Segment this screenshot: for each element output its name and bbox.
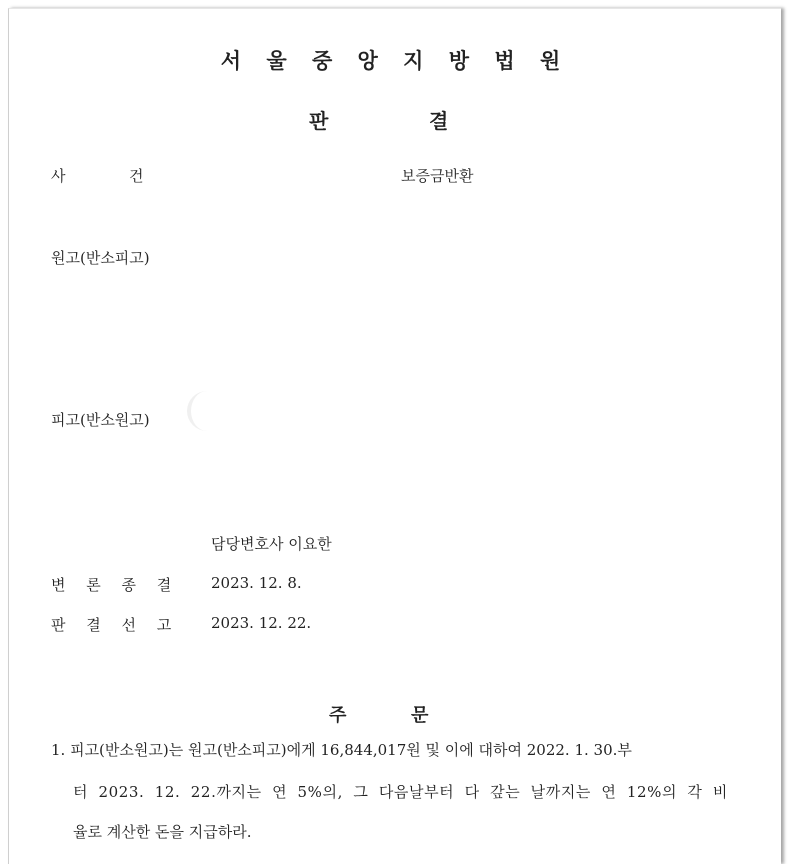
judgment-date-value: 2023. 12. 22. <box>211 614 312 632</box>
order-item-1-line-1: 1. 피고(반소원고)는 원고(반소피고)에게 16,844,017원 및 이에 대하여 2022. 1. 30.부 <box>51 741 632 759</box>
order-item-1-line-3: 율로 계산한 돈을 지급하라. <box>73 823 252 841</box>
doc-type-right: 결 <box>429 109 449 133</box>
doc-type-left: 판 <box>309 109 329 133</box>
defendant-label: 피고(반소원고) <box>51 411 150 429</box>
case-label-right: 건 <box>129 167 144 185</box>
faint-mark <box>187 391 217 431</box>
attorney-name: 담당변호사 이요한 <box>211 535 332 553</box>
case-value: 보증금반환 <box>401 167 474 185</box>
order-title-left: 주 <box>329 705 347 726</box>
court-name: 서 울 중 앙 지 방 법 원 <box>220 49 570 73</box>
hearing-end-value: 2023. 12. 8. <box>211 574 302 592</box>
case-label-left: 사 <box>51 167 66 185</box>
order-title-right: 문 <box>411 705 429 726</box>
plaintiff-label: 원고(반소피고) <box>51 249 150 267</box>
order-item-1-line-2: 터 2023. 12. 22.까지는 연 5%의, 그 다음날부터 다 갚는 날까지는 연 12%의 각 비 <box>73 783 728 801</box>
hearing-end-label: 변 론 종 결 <box>51 576 180 594</box>
document-page <box>8 8 781 864</box>
judgment-date-label: 판 결 선 고 <box>51 616 180 634</box>
